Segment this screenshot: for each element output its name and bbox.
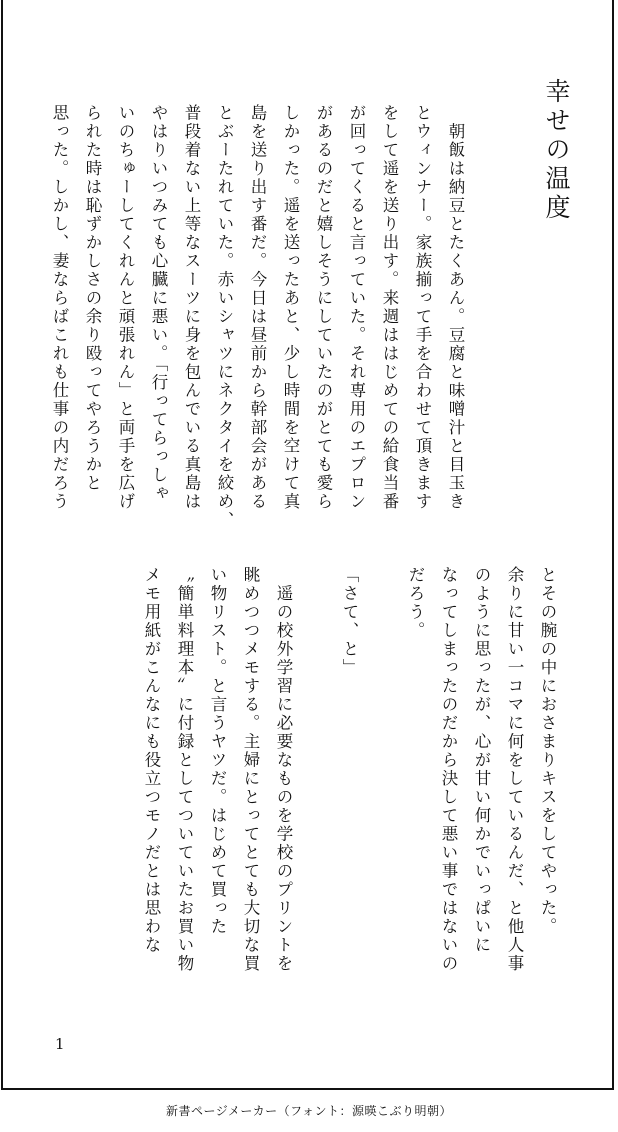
line-4: が回ってくると言っていた。それ専用のエプロン — [347, 104, 366, 511]
line-22: い物リスト。と言うヤツだ。はじめて買った — [208, 566, 227, 936]
line-9: 普段着ない上等なスーツに身を包んでいる真島は — [182, 104, 201, 511]
blank-line — [373, 566, 392, 585]
line-19: 「さて、と」 — [340, 566, 359, 677]
line-8: とぶーたれていた。赤いシャツにネクタイを絞め、 — [215, 104, 234, 530]
line-21: 眺めつつメモする。主婦にとってとても大切な買 — [241, 566, 260, 973]
line-10: やはりいつみても心臓に悪い。「行ってらっしゃ — [149, 104, 168, 503]
line-12: られた時は恥ずかしさの余り殴ってやろうかと — [83, 104, 102, 493]
blank-line — [307, 566, 326, 585]
line-24: メモ用紙がこんなにも役立つモノだとは思わな — [142, 566, 161, 955]
line-2: とウィンナー。家族揃って手を合わせて頂きます — [413, 104, 432, 511]
paragraph-body-top — [43, 104, 472, 534]
line-11: いのちゅーしてくれんと頑張れん」と両手を広げ — [116, 104, 135, 511]
page-number: 1 — [55, 1035, 65, 1053]
line-15: 余りに甘い一コマに何をしているんだ、と他人事 — [505, 566, 524, 973]
line-7: 島を送り出す番だ。今日は昼前から幹部会がある — [248, 104, 267, 511]
line-23: 〝簡単料理本〟に付録としてついていたお買い物 — [175, 566, 194, 973]
line-20: 遥の校外学習に必要なものを学校のプリントを — [274, 566, 293, 973]
line-6: しかった。遥を送ったあと、少し時間を空けて真 — [281, 104, 300, 511]
line-18: だろう。 — [406, 566, 425, 640]
line-14: とその腕の中におさまりキスをしてやった。 — [538, 566, 557, 936]
paragraph-body-bottom — [135, 566, 564, 996]
line-1: 朝飯は納豆とたくあん。豆腐と味噌汁と目玉き — [446, 104, 465, 511]
line-17: なってしまったのだから決して悪い事ではないの — [439, 566, 458, 973]
footer-credit: 新書ページメーカー（フォント：源暎こぶり明朝） — [165, 1104, 453, 1118]
line-3: をして遥を送り出す。来週ははじめての給食当番 — [380, 104, 399, 511]
line-16: のように思ったが、心が甘い何かでいっぱいに — [472, 566, 491, 955]
line-13: 思った。しかし、妻ならばこれも仕事の内だろう — [50, 104, 69, 511]
story-title: 幸せの温度 — [542, 78, 571, 223]
paragraph-text — [50, 104, 465, 530]
line-5: があるのだと嬉しそうにしていたのがとても愛ら — [314, 104, 333, 511]
